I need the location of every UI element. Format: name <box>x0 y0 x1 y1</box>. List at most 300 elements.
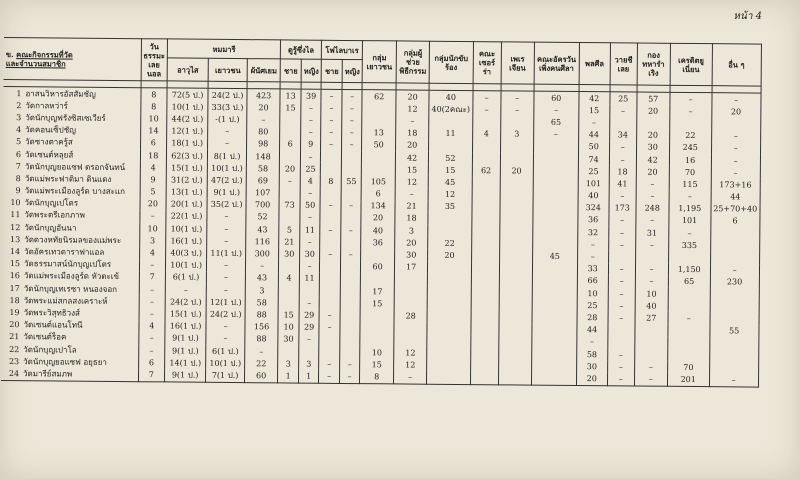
table-cell: 70 <box>667 361 709 374</box>
table-cell: – <box>207 211 246 224</box>
table-cell <box>320 187 341 199</box>
table-cell: 6 <box>711 215 760 228</box>
table-cell: – <box>634 361 667 373</box>
table-cell <box>500 201 533 213</box>
table-cell: – <box>245 345 278 357</box>
table-cell: 9(1 ป.) <box>165 332 206 345</box>
table-cell: – <box>577 336 608 348</box>
table-cell <box>427 298 471 311</box>
table-cell: 3 <box>278 358 299 370</box>
col-g2: กลุ่มผู้ช่วยพิธีกรรม <box>396 41 429 83</box>
table-cell: 27 <box>635 312 668 324</box>
table-cell: 20 <box>247 101 280 113</box>
row-label <box>1 367 138 381</box>
table-cell: 88 <box>245 308 278 320</box>
table-cell: 1 <box>278 370 299 383</box>
table-cell: – <box>711 130 760 143</box>
table-cell: 15 <box>579 104 610 116</box>
church-name: อาสนวิหารอัสสัมชัญ <box>25 88 96 99</box>
table-cell: 25 <box>610 92 637 105</box>
table-cell: – <box>534 104 579 117</box>
table-cell: 45 <box>532 250 577 263</box>
church-name: วัดเซนต์แอนโทนี <box>23 320 83 330</box>
table-cell: 24(2 ป.) <box>206 308 245 321</box>
category-header <box>4 37 141 80</box>
table-cell: – <box>395 188 428 200</box>
table-cell: 29 <box>299 321 319 333</box>
table-cell: 423 <box>247 89 280 102</box>
table-cell: 58 <box>246 162 279 174</box>
table-cell: – <box>608 312 635 324</box>
table-cell: – <box>319 358 340 370</box>
table-cell: 6(1 ป.) <box>165 271 206 284</box>
table-cell: 62(3 ป.) <box>167 149 208 162</box>
table-cell <box>635 251 668 263</box>
table-cell: 9(1 ป.) <box>207 186 246 199</box>
table-cell: 8 <box>140 100 167 112</box>
table-cell <box>532 323 577 336</box>
table-cell: 60 <box>534 91 579 104</box>
table-cell: 50 <box>578 141 609 153</box>
table-cell: 5 <box>279 223 300 235</box>
table-cell <box>635 336 668 348</box>
table-cell: 42 <box>396 151 429 163</box>
table-cell: – <box>139 295 166 307</box>
table-cell: 16(1 ป.) <box>166 235 207 248</box>
table-cell: – <box>207 223 246 236</box>
table-cell <box>394 273 427 285</box>
table-cell: 50 <box>362 139 396 151</box>
table-cell <box>709 349 758 362</box>
table-cell: – <box>610 104 637 116</box>
table-cell: – <box>165 283 206 296</box>
table-cell: – <box>279 175 300 187</box>
table-cell <box>428 225 472 238</box>
table-cell: – <box>321 102 342 114</box>
table-cell <box>394 298 427 310</box>
table-cell <box>320 163 341 175</box>
table-cell: 20 <box>395 237 428 249</box>
table-cell <box>710 252 759 265</box>
table-cell <box>532 274 577 287</box>
table-cell <box>533 213 578 226</box>
table-cell: 7 <box>139 271 166 283</box>
table-cell: – <box>321 114 342 126</box>
table-cell: 18 <box>140 149 167 161</box>
table-cell: 12 <box>396 103 429 115</box>
table-cell: 80 <box>247 126 280 138</box>
table-cell: – <box>669 190 711 203</box>
table-cell: 10(1 ป.) <box>166 222 207 235</box>
table-cell: 15 <box>360 297 394 309</box>
table-cell <box>634 348 667 360</box>
table-cell: 44 <box>577 324 608 336</box>
table-cell: 13 <box>362 127 396 139</box>
category-prefix: ข. <box>5 49 17 59</box>
table-cell: 13 <box>280 89 301 102</box>
table-cell <box>360 309 394 321</box>
table-cell <box>360 273 394 285</box>
table-cell: – <box>319 309 340 321</box>
table-cell: – <box>139 283 166 295</box>
table-cell: – <box>607 373 634 386</box>
table-cell <box>668 300 710 313</box>
table-cell: – <box>138 344 165 356</box>
table-cell: – <box>711 166 760 179</box>
row-label <box>3 197 140 210</box>
col-dhamma-school: วันธรรมะเลย นอล <box>141 39 168 81</box>
table-cell: – <box>578 116 609 128</box>
table-cell: 30 <box>279 248 300 260</box>
row-number: 8 <box>15 174 21 184</box>
table-cell <box>668 251 710 264</box>
table-cell <box>499 262 532 274</box>
table-cell: 13(1 ป.) <box>166 186 207 199</box>
table-cell: 1,195 <box>669 202 711 215</box>
table-cell: 36 <box>578 214 609 226</box>
table-cell: 3 <box>299 358 319 370</box>
table-cell: – <box>206 320 245 333</box>
table-cell <box>500 140 533 152</box>
table-cell: – <box>139 308 166 320</box>
table-cell: 57 <box>637 92 670 105</box>
table-cell: 20 <box>636 166 669 178</box>
row-number: 9 <box>15 186 21 196</box>
table-cell: 10(1 ป.) <box>167 101 208 114</box>
table-cell <box>278 345 299 357</box>
table-cell: 30 <box>300 248 320 260</box>
row-label <box>1 331 138 344</box>
table-cell <box>499 250 532 262</box>
table-cell: 700 <box>246 199 279 211</box>
table-cell <box>710 288 759 301</box>
table-cell <box>278 297 299 309</box>
table-cell: 20 <box>139 198 166 210</box>
table-cell: – <box>321 89 342 102</box>
table-cell <box>429 139 473 152</box>
table-cell <box>532 335 577 348</box>
table-cell: 73 <box>279 199 300 211</box>
table-cell: 33 <box>577 263 608 275</box>
table-cell: – <box>341 200 361 212</box>
table-cell: 156 <box>245 321 278 333</box>
table-cell <box>532 311 577 324</box>
table-cell: 11 <box>299 272 319 284</box>
table-cell: – <box>473 91 501 104</box>
table-cell: – <box>300 211 320 223</box>
table-cell: – <box>473 103 501 115</box>
table-cell: 18(1 ป.) <box>167 137 208 150</box>
table-cell <box>668 324 710 337</box>
table-cell: 6 <box>140 137 167 149</box>
table-cell <box>500 189 533 201</box>
table-cell: 3 <box>139 234 166 246</box>
table-cell: 72(5 ป.) <box>167 88 208 101</box>
table-cell: 20(1 ป.) <box>166 198 207 211</box>
table-cell <box>299 346 319 358</box>
table-cell: 10(1 ป.) <box>206 357 245 370</box>
table-cell: – <box>321 126 342 138</box>
row-number: 15 <box>9 259 21 269</box>
table-cell: 245 <box>669 142 711 155</box>
row-label <box>2 245 139 258</box>
row-label <box>3 148 140 161</box>
table-cell <box>319 346 340 358</box>
church-name: วัดเซนต์ร็อค <box>23 332 67 342</box>
table-cell <box>280 150 301 162</box>
table-cell <box>710 337 759 350</box>
col-social-b: หญิง <box>342 59 362 82</box>
table-cell <box>428 261 472 274</box>
table-cell: 16(1 ป.) <box>165 320 206 333</box>
row-label <box>3 111 140 124</box>
table-cell: – <box>340 370 360 383</box>
table-cell <box>427 274 471 287</box>
table-cell: 39 <box>301 89 321 102</box>
table-cell: 17 <box>360 285 394 297</box>
table-cell: – <box>206 284 245 297</box>
table-cell: 10 <box>635 288 668 300</box>
church-name: วัดแม่พระเมืองลูร์ด หัวตะเข้ <box>23 271 120 282</box>
table-cell: – <box>501 104 534 116</box>
col-g6: คณะอัครวันเพิ่งคนศีลา <box>534 42 579 84</box>
table-cell: 201 <box>667 373 709 386</box>
table-cell: -(1 ป.) <box>208 113 247 126</box>
table-cell <box>320 236 341 248</box>
table-cell: 15 <box>360 358 394 370</box>
table-cell <box>361 249 395 261</box>
church-name: วัดนักบุญเปโตร <box>24 198 79 208</box>
table-cell: 10 <box>278 321 299 333</box>
table-cell: 4 <box>472 128 500 140</box>
row-label <box>3 124 140 137</box>
table-cell: 44(2 ป.) <box>167 113 208 126</box>
table-cell <box>429 115 473 128</box>
table-cell <box>532 262 577 275</box>
table-cell: – <box>609 141 636 153</box>
table-cell <box>533 189 578 202</box>
table-cell <box>427 347 471 360</box>
table-cell: 40(2คณะ) <box>429 103 473 116</box>
row-number: 2 <box>16 100 22 110</box>
table-cell <box>472 189 500 201</box>
table-cell: – <box>342 102 362 114</box>
table-cell <box>340 309 360 321</box>
row-number: 12 <box>10 222 21 232</box>
table-cell: 42 <box>579 92 610 105</box>
row-label <box>2 270 139 283</box>
table-cell: 20 <box>500 164 533 176</box>
church-name: วัดดวงหทัยนิรมลของแม่พระ <box>24 235 122 245</box>
table-cell: – <box>319 321 340 333</box>
table-cell: 18 <box>395 212 428 224</box>
table-cell <box>472 140 500 152</box>
table-cell <box>340 322 360 334</box>
table-cell: – <box>635 263 668 275</box>
table-cell: 42 <box>636 153 669 165</box>
col-muay-b: เยาวชน <box>208 58 247 81</box>
table-cell <box>500 213 533 225</box>
table-cell: 148 <box>247 150 280 162</box>
row-label <box>2 258 139 271</box>
table-cell: – <box>301 126 321 138</box>
table-cell: – <box>208 125 247 138</box>
row-number: 13 <box>10 234 21 244</box>
table-cell <box>533 177 578 190</box>
table-cell: – <box>319 370 340 383</box>
row-label <box>2 233 139 246</box>
table-cell: 33(3 ป.) <box>208 101 247 114</box>
table-cell <box>472 201 500 213</box>
table-cell: 25 <box>578 165 609 177</box>
table-cell <box>533 165 578 178</box>
table-cell: 43 <box>245 272 278 284</box>
table-cell <box>500 177 533 189</box>
row-number: 16 <box>9 271 20 281</box>
church-name: วัดแม่พระฟาติมา ดินแดง <box>24 174 112 184</box>
row-number: 19 <box>9 308 20 318</box>
table-cell: – <box>207 259 246 272</box>
table-cell: 69 <box>246 174 279 186</box>
table-cell: 31 <box>635 227 668 239</box>
table-cell <box>532 287 577 300</box>
table-cell: 11 <box>300 224 320 236</box>
row-label <box>1 319 138 332</box>
table-cell: 32 <box>577 226 608 238</box>
table-cell: 105 <box>361 175 395 187</box>
table-cell <box>362 102 396 114</box>
table-cell: – <box>340 358 360 370</box>
table-cell: 20 <box>361 212 395 224</box>
church-name: วัดนักบุญยอแซฟ ตรอกจันทน์ <box>24 161 126 172</box>
table-cell: 248 <box>636 202 669 214</box>
table-cell: – <box>300 260 320 272</box>
table-cell <box>427 286 471 299</box>
table-cell: 31(2 ป.) <box>166 174 207 187</box>
col-g11: อื่น ๆ <box>712 44 761 86</box>
table-cell: 8 <box>360 370 394 383</box>
table-cell <box>710 227 759 240</box>
table-cell <box>340 334 360 346</box>
table-cell: – <box>608 239 635 251</box>
row-number: 10 <box>10 198 21 208</box>
table-cell <box>531 360 576 373</box>
col-social-group: โฟไลบาเร <box>321 40 362 59</box>
table-cell: – <box>608 263 635 275</box>
row-number: 24 <box>8 368 20 379</box>
table-cell: 9 <box>301 138 321 150</box>
table-cell <box>499 274 532 286</box>
table-cell: 134 <box>361 200 395 212</box>
table-cell <box>362 151 396 163</box>
col-muay-group: หมมารี <box>167 39 280 59</box>
table-cell: 22 <box>669 129 711 142</box>
table-cell <box>394 285 427 297</box>
table-cell: 29 <box>299 309 319 321</box>
table-cell: 8(1 ป.) <box>208 150 247 163</box>
page-number: หน้า 4 <box>733 11 762 22</box>
church-name: วัดมารีย์สมภพ <box>23 369 73 379</box>
table-cell: – <box>320 199 341 211</box>
table-cell: 15 <box>428 164 472 177</box>
table-cell <box>279 260 300 272</box>
table-cell: – <box>609 153 636 165</box>
table-cell: 7 <box>138 368 165 381</box>
row-label <box>2 209 139 222</box>
table-cell <box>472 152 500 164</box>
table-cell <box>427 322 471 335</box>
table-cell: – <box>636 214 669 226</box>
table-cell: 15 <box>278 309 299 321</box>
row-label <box>1 343 138 356</box>
table-cell: 40 <box>361 224 395 236</box>
table-cell: – <box>577 238 608 250</box>
table-cell: 7(1 ป.) <box>206 369 245 382</box>
table-cell <box>361 163 395 175</box>
table-cell: – <box>636 178 669 190</box>
table-cell: 3 <box>395 224 428 236</box>
table-cell: – <box>139 210 166 222</box>
col-muay-a: อาวุไส <box>167 58 208 81</box>
table-cell: 45 <box>428 176 472 189</box>
table-cell: 62 <box>362 90 396 103</box>
table-cell: – <box>342 139 362 151</box>
table-cell: – <box>607 348 634 360</box>
table-cell: 14(1 ป.) <box>165 357 206 370</box>
table-cell: 12(1 ป.) <box>206 296 245 309</box>
table-cell: 1,150 <box>668 263 710 276</box>
table-cell: 52 <box>246 211 279 223</box>
row-label <box>3 184 140 197</box>
table-cell: 12 <box>394 359 427 371</box>
table-cell: – <box>608 299 635 311</box>
table-cell: – <box>635 275 668 287</box>
col-g9: กองทหารำเริง <box>637 43 670 85</box>
table-cell: 35(2 ป.) <box>207 198 246 211</box>
table-cell: 3 <box>245 284 278 296</box>
table-cell <box>470 359 498 371</box>
table-cell: 40 <box>635 300 668 312</box>
table-cell: – <box>712 93 761 106</box>
table-cell: 4 <box>140 161 167 173</box>
church-name: วัดนักบุญยอแซฟ อยุธยา <box>23 356 107 367</box>
row-number: 18 <box>9 295 20 305</box>
table-cell: 88 <box>245 333 278 345</box>
church-name: วัดนักบุญเทเรซา หนองจอก <box>23 283 118 294</box>
table-cell: 22 <box>428 237 472 250</box>
table-cell: – <box>609 214 636 226</box>
table-cell: – <box>301 102 321 114</box>
table-cell <box>427 371 471 384</box>
table-cell <box>471 237 499 249</box>
table-cell: 9(1 ป.) <box>165 369 206 382</box>
table-cell: 20 <box>279 163 300 175</box>
table-cell: 115 <box>669 178 711 191</box>
table-cell: 21 <box>279 236 300 248</box>
table-cell: – <box>608 226 635 238</box>
col-youth-b: หญิง <box>301 59 321 82</box>
table-cell: 10 <box>140 113 167 125</box>
table-cell <box>499 311 532 323</box>
row-label <box>3 160 140 173</box>
table-cell: 4 <box>138 320 165 332</box>
church-name: วัดเซนต์หลุยส์ <box>24 149 74 160</box>
table-cell <box>470 371 498 384</box>
col-youth-group: ดูรู้ซึ่งไล <box>280 40 321 59</box>
table-cell <box>609 117 636 129</box>
table-cell: 22 <box>245 357 278 369</box>
table-cell <box>710 313 759 326</box>
